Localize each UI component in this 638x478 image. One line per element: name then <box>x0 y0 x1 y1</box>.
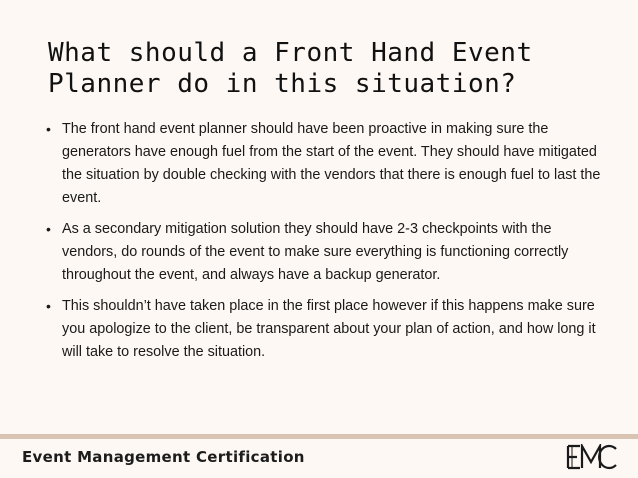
bullet-marker: • <box>46 121 51 137</box>
bullet-list <box>46 118 606 372</box>
bullet-text: The front hand event planner should have been proactive in making sure the generators have enough fuel from the start of the event. They should have mitigated the situation by double checking with the vendors that there is enough fuel to last the event. <box>62 121 601 206</box>
bullet-marker: • <box>46 298 51 314</box>
emc-logo-icon <box>566 444 618 470</box>
bullet-item <box>46 295 606 364</box>
slide-title: What should a Front Hand Event Planner do in this situation? <box>48 38 533 99</box>
bullet-item <box>46 118 606 210</box>
footer-label: Event Management Certification <box>22 448 305 466</box>
footer-divider <box>0 434 638 439</box>
bullet-item <box>46 218 606 287</box>
bullet-text: This shouldn’t have taken place in the first place however if this happens make sure you apologize to the client, be transparent about your plan of action, and how long it will take to resolve the situation. <box>62 298 596 360</box>
bullet-text: As a secondary mitigation solution they should have 2-3 checkpoints with the vendors, do rounds of the event to make sure everything is functioning correctly throughout the event, and always have a backup generator. <box>62 221 569 283</box>
bullet-marker: • <box>46 221 51 237</box>
